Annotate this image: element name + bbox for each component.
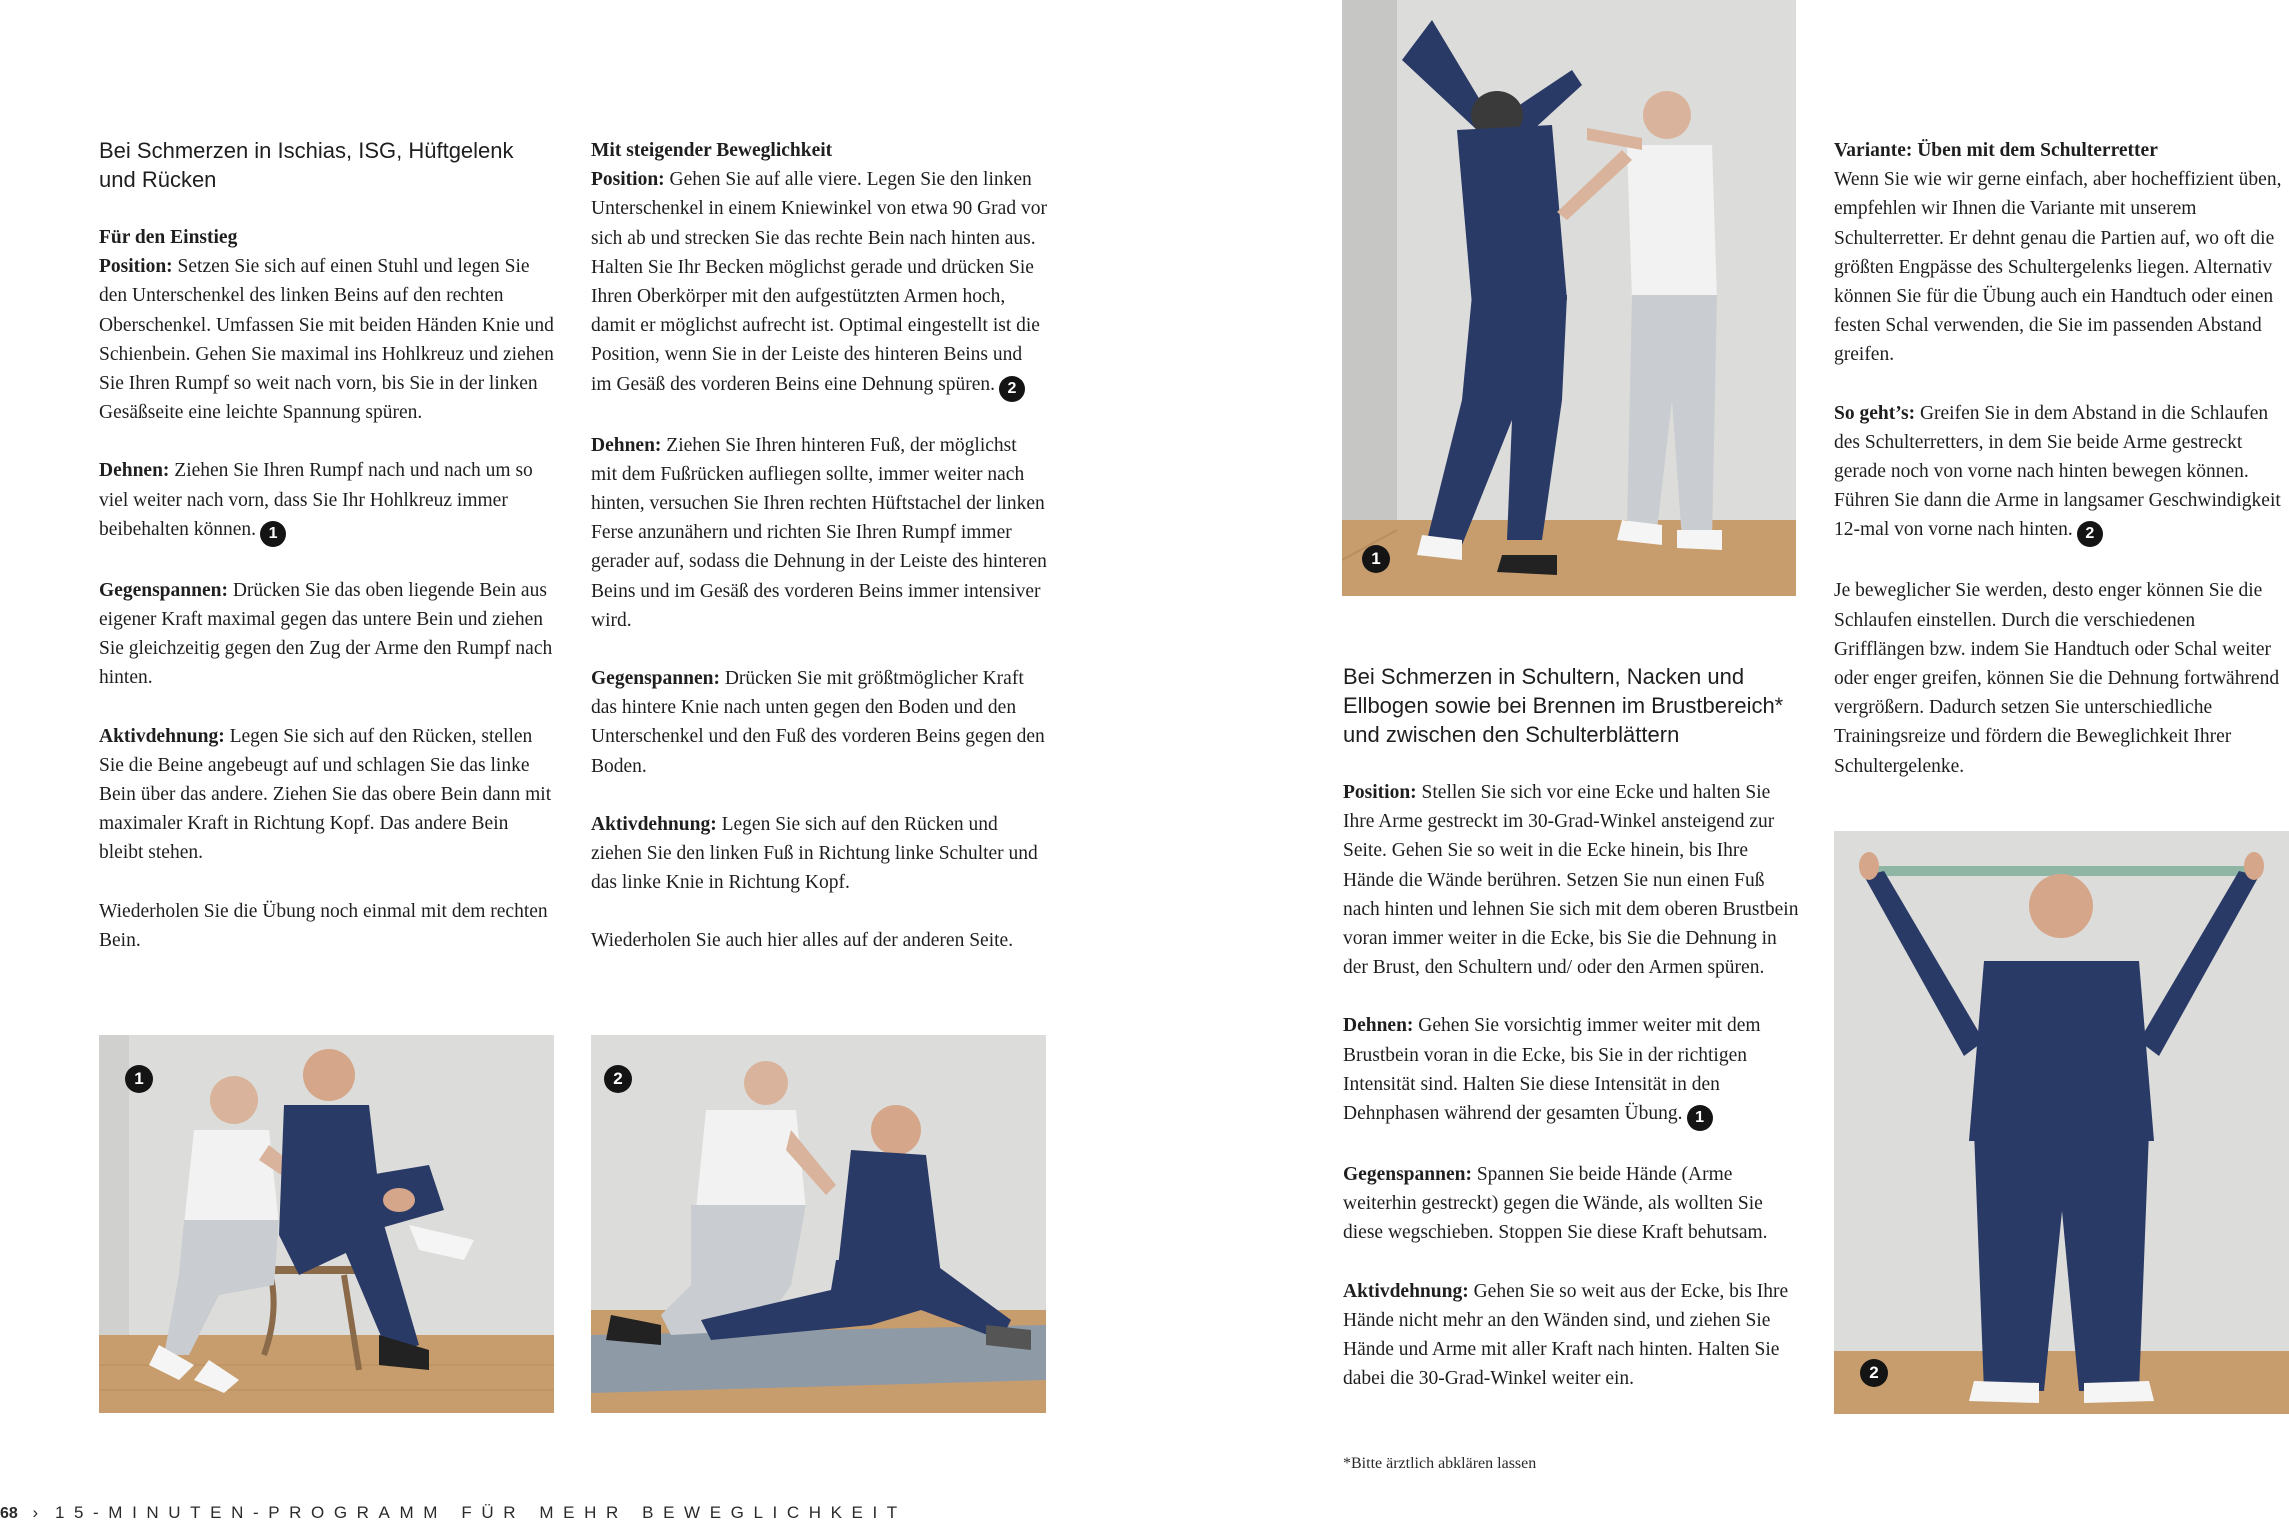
paragraph-repeat: Wiederholen Sie auch hier alles auf der anderen Seite.	[591, 930, 1014, 952]
subheading-einstieg: Für den Einstieg	[99, 227, 238, 248]
step-badge: 1	[1687, 1105, 1713, 1131]
right-column-3	[1343, 662, 1803, 1422]
label-position: Position:	[1343, 782, 1417, 803]
page-footer	[0, 1503, 907, 1523]
left-column-2	[591, 136, 1047, 985]
footer-section-title: 15-MINUTEN-PROGRAMM FÜR MEHR BEWEGLICHKEIT	[54, 1503, 907, 1522]
text-aktivdehnung: Legen Sie sich auf den Rücken und ziehen Sie den linken Fuß in Richtung linke Schulter und das linke Knie in Richtung Kopf.	[591, 813, 1038, 894]
text-aktivdehnung: Gehen Sie so weit aus der Ecke, bis Ihre Hände nicht mehr an den Wänden sind, und ziehen Sie Hände und Arme mit aller Kraft nach hinten. Halten Sie dabei die 30-Grad-Winkel weiter ein.	[1343, 1280, 1789, 1390]
paragraph-position	[591, 136, 1047, 402]
photo-strap-illustration	[1834, 831, 2289, 1414]
label-sogehts: So geht’s:	[1834, 402, 1916, 424]
footnote: *Bitte ärztlich abklären lassen	[1343, 1455, 1537, 1472]
step-badge: 1	[260, 521, 286, 547]
subheading-beweglichkeit: Mit steigender Beweglichkeit	[591, 140, 833, 161]
paragraph-aktivdehnung	[1343, 1277, 1803, 1394]
photo-chair-illustration	[99, 1035, 554, 1413]
text-aktivdehnung: Legen Sie sich auf den Rücken, stellen Sie die Beine angebeugt auf und schlagen Sie das linke Bein über das andere. Ziehen Sie das obere Bein dann mit maximaler Kraft in Richtung Kopf. Das andere Bein bleibt stehen.	[99, 725, 552, 864]
text-dehnen: Ziehen Sie Ihren Rumpf nach und nach um so viel weiter nach vorn, dass Sie Ihr Hohlkreuz immer beibehalten können.	[99, 460, 533, 540]
paragraph-outro: Je beweglicher Sie werden, desto enger können Sie die Schlaufen einstellen. Durch die verschiedenen Grifflängen bzw. indem Sie Handtuch oder Schal weiter oder enger greifen, können Sie die Dehnung fortwährend vergrößern. Dadurch setzen Sie unterschiedliche Trainingsreize und fördern die Beweglichkeit Ihrer Schultergelenke.	[1834, 580, 2280, 777]
photo-badge: 1	[1362, 545, 1390, 573]
paragraph-position	[1343, 778, 1803, 982]
step-badge: 2	[999, 376, 1025, 402]
text-gegenspannen: Drücken Sie das oben liegende Bein aus eigener Kraft maximal gegen das untere Bein und ziehen Sie gleichzeitig gegen den Zug der Arme den Rumpf nach hinten.	[99, 579, 553, 689]
label-gegenspannen: Gegenspannen:	[1343, 1164, 1472, 1186]
paragraph-aktivdehnung	[99, 722, 555, 868]
text-variante: Wenn Sie wie wir gerne einfach, aber hocheffizient üben, empfehlen wir Ihnen die Variante mit unserem Schulterretter. Er dehnt genau die Partien auf, wo oft die größten Engpässe des Schultergelenks liegen. Alternativ können Sie für die Übung auch ein Handtuch oder einen festen Schal verwenden, die Sie im passenden Abstand greifen.	[1834, 169, 2282, 366]
text-gegenspannen: Spannen Sie beide Hände (Arme weiterhin gestreckt) gegen die Wände, als wollten Sie diese wegschieben. Stoppen Sie diese Kraft behutsam.	[1343, 1164, 1768, 1244]
label-aktivdehnung: Aktivdehnung:	[99, 725, 225, 747]
paragraph-gegenspannen	[591, 664, 1047, 781]
paragraph-variante	[1834, 136, 2289, 370]
label-position: Position:	[591, 169, 665, 191]
label-aktivdehnung: Aktivdehnung:	[591, 813, 717, 835]
photo-floor-illustration	[591, 1035, 1046, 1413]
subheading-variante: Variante: Üben mit dem Schulterretter	[1834, 140, 2158, 161]
text-position: Stellen Sie sich vor eine Ecke und halten Sie Ihre Arme gestreckt im 30-Grad-Winkel ansteigend zur Seite. Gehen Sie so weit in die Ecke hinein, bis Ihre Hände die Wände berühren. Setzen Sie nun einen Fuß nach hinten und lehnen Sie sich mit dem oberen Brustbein voran immer weiter in die Ecke, bis Sie die Dehnung in der Brust, den Schultern und/ oder den Armen spüren.	[1343, 782, 1799, 979]
photo-corner-stretch	[1342, 0, 1796, 596]
photo-floor-stretch	[591, 1035, 1046, 1413]
footer-arrow: ›	[32, 1503, 39, 1522]
label-dehnen: Dehnen:	[1343, 1015, 1414, 1037]
right-column-4	[1834, 136, 2289, 810]
paragraph-sogehts	[1834, 399, 2289, 548]
photo-shoulder-strap	[1834, 831, 2289, 1414]
photo-badge: 1	[125, 1065, 153, 1093]
photo-chair-stretch	[99, 1035, 554, 1413]
text-sogehts: Greifen Sie in dem Abstand in die Schlaufen des Schulterretters, in dem Sie beide Arme gestreckt gerade noch von vorne nach hinten bewegen können. Führen Sie dann die Arme in langsamer Geschwindigkeit 12-mal von vorne nach hinten.	[1834, 402, 2281, 541]
page-number: 68	[0, 1505, 18, 1522]
text-dehnen: Ziehen Sie Ihren hinteren Fuß, der möglichst mit dem Fußrücken aufliegen sollte, immer weiter nach hinten, versuchen Sie Ihren rechten Hüftstachel der linken Ferse anzunähern und richten Sie Ihren Rumpf immer gerader auf, sodass die Dehnung in der Leiste des hinteren Beins und im Gesäß des vorderen Beins immer intensiver wird.	[591, 434, 1047, 631]
paragraph-aktivdehnung	[591, 810, 1047, 898]
paragraph-gegenspannen	[99, 576, 555, 693]
label-dehnen: Dehnen:	[591, 434, 662, 456]
section-heading-ischias: Bei Schmerzen in Ischias, ISG, Hüftgelenk und Rücken	[99, 138, 514, 192]
photo-corner-illustration	[1342, 0, 1796, 596]
text-position: Setzen Sie sich auf einen Stuhl und legen Sie den Unterschenkel des linken Beins auf den rechten Oberschenkel. Umfassen Sie mit beiden Händen Knie und Schienbein. Gehen Sie maximal ins Hohlkreuz und ziehen Sie Ihren Rumpf so weit nach vorn, bis Sie in der linken Gesäßseite eine leichte Spannung spüren.	[99, 256, 554, 424]
paragraph-dehnen	[99, 456, 555, 546]
left-column-1	[99, 136, 555, 984]
text-dehnen: Gehen Sie vorsichtig immer weiter mit dem Brustbein voran in die Ecke, bis Sie in der richtigen Intensität sind. Halten Sie diese Intensität in den Dehnphasen während der gesamten Übung.	[1343, 1015, 1761, 1125]
section-heading-schultern: Bei Schmerzen in Schultern, Nacken und Ellbogen sowie bei Brennen im Brustbereich* und zwischen den Schulterblättern	[1343, 664, 1784, 747]
photo-badge: 2	[1860, 1359, 1888, 1387]
photo-badge: 2	[604, 1065, 632, 1093]
label-position: Position:	[99, 256, 173, 278]
paragraph-dehnen	[591, 431, 1047, 635]
text-position: Gehen Sie auf alle viere. Legen Sie den linken Unterschenkel in einem Kniewinkel von etwa 90 Grad vor sich ab und strecken Sie das rechte Bein nach hinten aus. Halten Sie Ihr Becken möglichst gerade und drücken Sie Ihren Oberkörper mit den aufgestützten Armen hoch, damit er möglichst aufrecht ist. Optimal eingestellt ist die Position, wenn Sie in der Leiste des hinteren Beins und im Gesäß des vorderen Beins eine Dehnung spüren.	[591, 169, 1047, 395]
paragraph-position	[99, 223, 555, 427]
paragraph-dehnen	[1343, 1011, 1803, 1131]
label-dehnen: Dehnen:	[99, 460, 170, 482]
text-gegenspannen: Drücken Sie mit größtmöglicher Kraft das hintere Knie nach unten gegen den Boden und den Unterschenkel und den Fuß des vorderen Beins gegen den Boden.	[591, 668, 1045, 777]
paragraph-gegenspannen	[1343, 1160, 1803, 1248]
label-gegenspannen: Gegenspannen:	[591, 668, 720, 690]
label-gegenspannen: Gegenspannen:	[99, 579, 228, 601]
label-aktivdehnung: Aktivdehnung:	[1343, 1280, 1469, 1302]
step-badge: 2	[2077, 521, 2103, 547]
paragraph-repeat: Wiederholen Sie die Übung noch einmal mit dem rechten Bein.	[99, 900, 548, 951]
